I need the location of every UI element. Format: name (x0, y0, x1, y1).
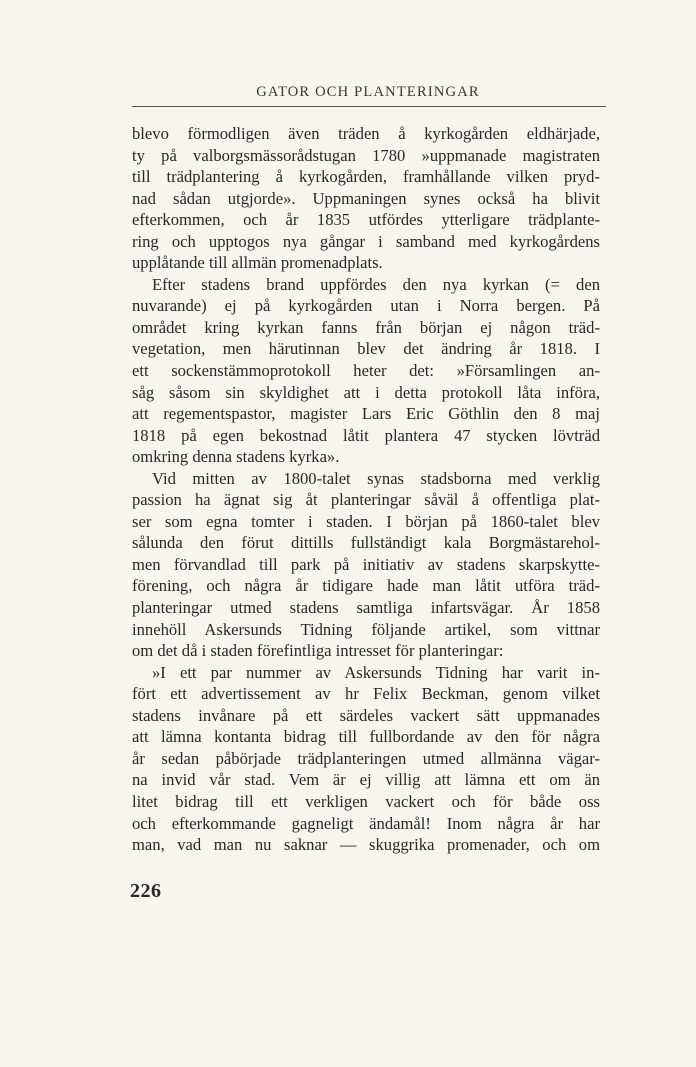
text-line: omkring denna stadens kyrka». (132, 447, 340, 467)
header-rule (132, 106, 606, 107)
text-line: 1818 på egen bekostnad låtit plantera 47 stycken lövträd (132, 425, 600, 445)
text-line: nad sådan utgjorde». Uppmaningen synes också ha blivit (132, 188, 600, 208)
text-line: fört ett advertissement av hr Felix Beckman, genom vilket (132, 684, 600, 704)
text-line: ett sockenstämmoprotokoll heter det: »Församlingen an- (132, 361, 600, 381)
body-text (132, 123, 600, 856)
text-line: ser som egna tomter i staden. I början på 1860-talet blev (132, 511, 600, 531)
text-line: »I ett par nummer av Askersunds Tidning har varit in- (152, 662, 600, 682)
text-line: men förvandlad till park på initiativ av stadens skarpskytte- (132, 554, 600, 574)
text-line: förening, och några år tidigare hade man låtit utföra träd- (132, 576, 600, 596)
text-line: man, vad man nu saknar — skuggrika promenader, och om (132, 835, 600, 855)
text-line: att lämna kontanta bidrag till fullbordande av den för några (132, 727, 600, 747)
text-line: år sedan påbörjade trädplanteringen utmed allmänna vägar- (132, 748, 600, 768)
page-number: 226 (130, 880, 162, 902)
text-line: efterkommen, och år 1835 utfördes ytterligare trädplante- (132, 210, 600, 230)
text-line: innehöll Askersunds Tidning följande artikel, som vittnar (132, 619, 600, 639)
text-line: vegetation, men härutinnan blev det ändring år 1818. I (132, 339, 600, 359)
running-head: GATOR OCH PLANTERINGAR (256, 84, 480, 100)
text-line: till trädplantering å kyrkogården, framhållande vilken pryd- (132, 167, 600, 187)
text-line: sålunda den förut dittills fullständigt kala Borgmästarehol- (132, 533, 600, 553)
text-line: Vid mitten av 1800-talet synas stadsborna med verklig (152, 468, 600, 488)
text-line: att regementspastor, magister Lars Eric Göthlin den 8 maj (132, 404, 600, 424)
text-line: litet bidrag till ett verkligen vackert och för både oss (132, 791, 600, 811)
text-line: ty på valborgsmässorådstugan 1780 »uppmanade magistraten (132, 145, 600, 165)
text-line: passion ha ägnat sig åt planteringar såväl å offentliga plat- (132, 490, 600, 510)
text-line: och efterkommande gagneligt ändamål! Inom några år har (132, 813, 600, 833)
text-line: stadens invånare på ett särdeles vackert sätt uppmanades (132, 705, 600, 725)
text-line: na invid vår stad. Vem är ej villig att lämna ett om än (132, 770, 600, 790)
text-line: Efter stadens brand uppfördes den nya kyrkan (= den (152, 274, 600, 294)
text-line: upplåtande till allmän promenadplats. (132, 253, 383, 273)
text-line: blevo förmodligen även träden å kyrkogården eldhärjade, (132, 124, 600, 143)
text-line: ring och upptogos nya gångar i samband med kyrkogårdens (132, 231, 600, 251)
text-line: planteringar utmed stadens samtliga infartsvägar. År 1858 (132, 598, 600, 618)
text-line: nuvarande) ej på kyrkogården utan i Norra bergen. På (132, 296, 600, 316)
text-line: om det då i staden förefintliga intresset för planteringar: (132, 641, 504, 661)
text-line: området kring kyrkan fanns från början ej någon träd- (132, 317, 600, 337)
text-line: såg såsom sin skyldighet att i detta protokoll låta införa, (132, 382, 600, 402)
